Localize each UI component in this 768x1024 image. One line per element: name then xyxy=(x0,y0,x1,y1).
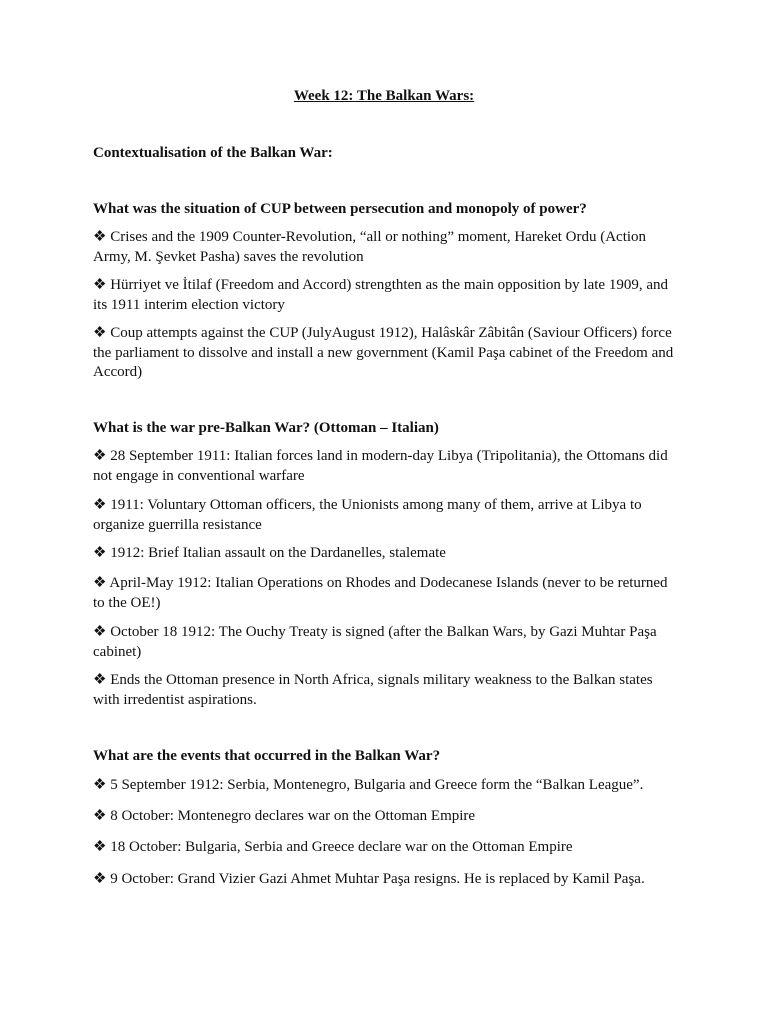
list-item xyxy=(93,838,678,858)
section-heading-cup: What was the situation of CUP between persecution and monopoly of power? xyxy=(93,201,587,217)
diamond-bullet-icon: ❖ xyxy=(93,575,107,591)
diamond-bullet-icon: ❖ xyxy=(93,624,107,640)
page-title: Week 12: The Balkan Wars: xyxy=(293,88,475,104)
list-item xyxy=(93,496,678,535)
diamond-bullet-icon: ❖ xyxy=(93,871,107,887)
list-item-text: Crises and the 1909 Counter-Revolution, “all or nothing” moment, Hareket Ordu (Action Army, M. Şevket Pasha) saves the revolution xyxy=(93,229,647,265)
list-item xyxy=(93,776,678,796)
list-item-text: April-May 1912: Italian Operations on Rhodes and Dodecanese Islands (never to be returned to the OE!) xyxy=(93,575,668,611)
list-item-text: Hürriyet ve İtilaf (Freedom and Accord) strengthten as the main opposition by late 1909, and its 1911 interim election victory xyxy=(93,277,668,313)
list-item-text: Ends the Ottoman presence in North Africa, signals military weakness to the Balkan states with irredentist aspirations. xyxy=(93,672,653,708)
list-item-text: 5 September 1912: Serbia, Montenegro, Bulgaria and Greece form the “Balkan League”. xyxy=(110,777,644,793)
list-item xyxy=(93,671,678,710)
diamond-bullet-icon: ❖ xyxy=(93,229,107,245)
section-heading-pre-balkan: What is the war pre-Balkan War? (Ottoman – Italian) xyxy=(93,420,439,436)
diamond-bullet-icon: ❖ xyxy=(93,497,107,513)
list-item-text: October 18 1912: The Ouchy Treaty is signed (after the Balkan Wars, by Gazi Muhtar Paşa cabinet) xyxy=(93,624,657,660)
context-heading: Contextualisation of the Balkan War: xyxy=(93,145,333,161)
list-item xyxy=(93,574,678,613)
diamond-bullet-icon: ❖ xyxy=(93,672,107,688)
list-item xyxy=(93,276,678,315)
list-item xyxy=(93,228,678,267)
diamond-bullet-icon: ❖ xyxy=(93,325,107,341)
diamond-bullet-icon: ❖ xyxy=(93,808,107,824)
list-item-text: 1911: Voluntary Ottoman officers, the Unionists among many of them, arrive at Libya to organize guerrilla resistance xyxy=(93,497,642,533)
section-heading-balkan-events: What are the events that occurred in the Balkan War? xyxy=(93,748,441,764)
list-item xyxy=(93,544,678,564)
diamond-bullet-icon: ❖ xyxy=(93,839,107,855)
list-item xyxy=(93,807,678,827)
list-item xyxy=(93,447,678,486)
list-item xyxy=(93,623,678,662)
list-item-text: 28 September 1911: Italian forces land in modern-day Libya (Tripolitania), the Ottomans did not engage in conventional warfare xyxy=(93,448,668,484)
list-item-text: 18 October: Bulgaria, Serbia and Greece declare war on the Ottoman Empire xyxy=(110,839,573,855)
list-item-text: 9 October: Grand Vizier Gazi Ahmet Muhtar Paşa resigns. He is replaced by Kamil Paşa. xyxy=(110,871,645,887)
diamond-bullet-icon: ❖ xyxy=(93,545,107,561)
list-item-text: 8 October: Montenegro declares war on the Ottoman Empire xyxy=(110,808,476,824)
list-item xyxy=(93,324,678,383)
list-item-text: 1912: Brief Italian assault on the Dardanelles, stalemate xyxy=(110,545,446,561)
diamond-bullet-icon: ❖ xyxy=(93,777,107,793)
diamond-bullet-icon: ❖ xyxy=(93,277,107,293)
diamond-bullet-icon: ❖ xyxy=(93,448,107,464)
list-item-text: Coup attempts against the CUP (JulyAugust 1912), Halâskâr Zâbitân (Saviour Officers) force the parliament to dissolve and install a new government (Kamil Paşa cabinet of the Freedom and Accord) xyxy=(93,325,674,380)
list-item xyxy=(93,870,678,890)
